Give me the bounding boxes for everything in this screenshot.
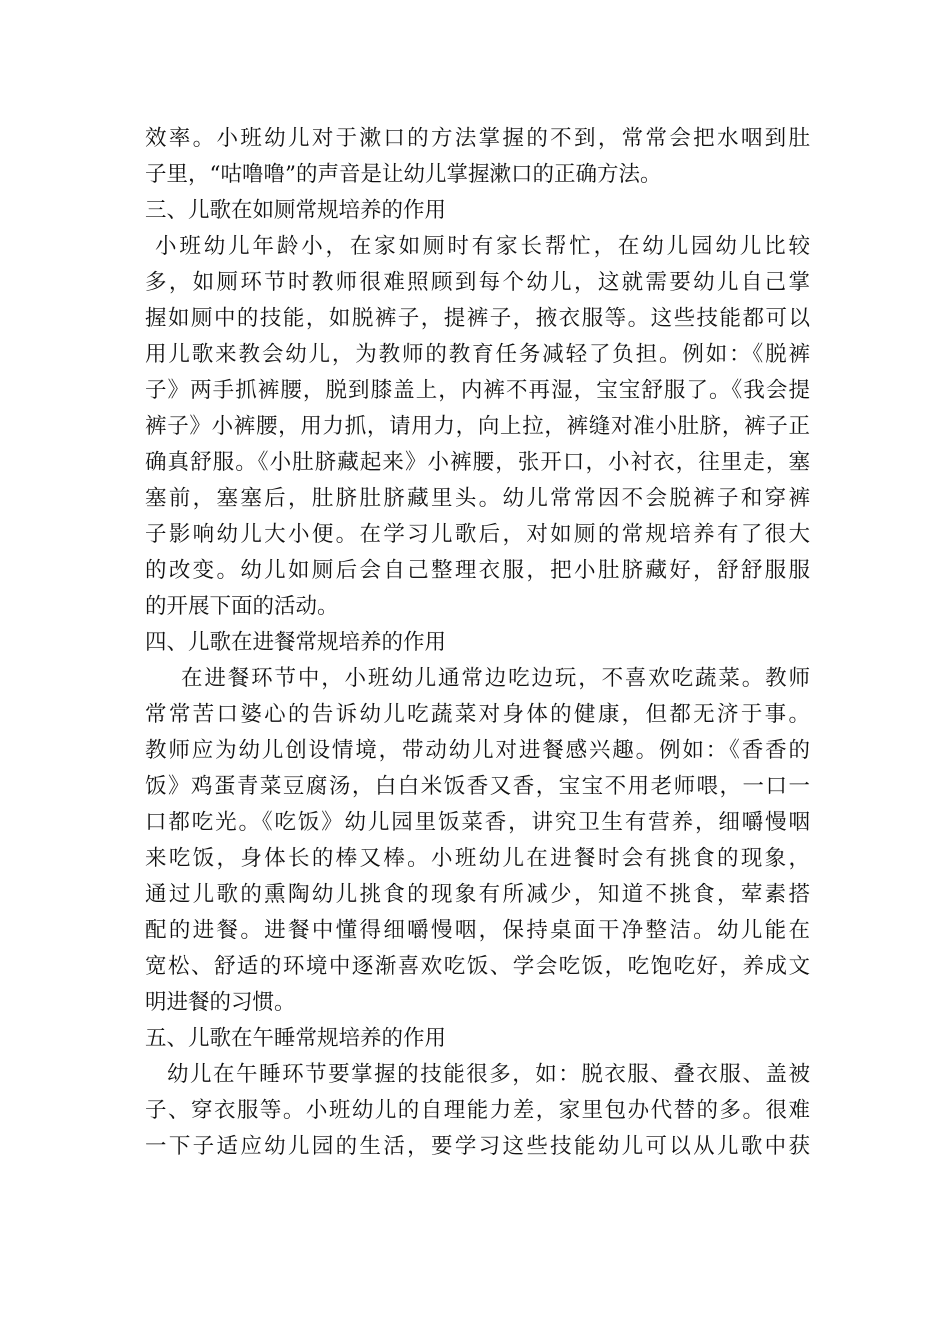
section-heading: 四、儿歌在进餐常规培养的作用 <box>145 630 447 655</box>
paragraph-line: 子里，“咕噜噜”的声音是让幼儿掌握漱口的正确方法。 <box>145 162 662 187</box>
paragraph-line: 握如厕中的技能，如脱裤子，提裤子，掖衣服等。这些技能都可以 <box>145 306 810 331</box>
paragraph-line: 常常苦口婆心的告诉幼儿吃蔬菜对身体的健康，但都无济于事。 <box>145 702 810 727</box>
paragraph-line: 子、穿衣服等。小班幼儿的自理能力差，家里包办代替的多。很难 <box>145 1098 810 1123</box>
paragraph-line: 明进餐的习惯。 <box>145 990 296 1015</box>
paragraph-line: 幼儿在午睡环节要掌握的技能很多，如：脱衣服、叠衣服、盖被 <box>167 1062 810 1087</box>
paragraph-line: 教师应为幼儿创设情境，带动幼儿对进餐感兴趣。例如：《香香的 <box>145 738 810 763</box>
paragraph-line: 多，如厕环节时教师很难照顾到每个幼儿，这就需要幼儿自己掌 <box>145 270 810 295</box>
paragraph-line: 一下子适应幼儿园的生活，要学习这些技能幼儿可以从儿歌中获 <box>145 1134 810 1159</box>
section-heading: 三、儿歌在如厕常规培养的作用 <box>145 198 447 223</box>
paragraph-line: 饭》鸡蛋青菜豆腐汤，白白米饭香又香，宝宝不用老师喂，一口一 <box>145 774 810 799</box>
paragraph-line: 通过儿歌的熏陶幼儿挑食的现象有所减少，知道不挑食，荤素搭 <box>145 882 810 907</box>
paragraph-line: 小班幼儿年龄小，在家如厕时有家长帮忙，在幼儿园幼儿比较 <box>155 234 810 259</box>
paragraph-line: 塞前，塞塞后，肚脐肚脐藏里头。幼儿常常因不会脱裤子和穿裤 <box>145 486 810 511</box>
paragraph-line: 来吃饭，身体长的棒又棒。小班幼儿在进餐时会有挑食的现象， <box>145 846 810 871</box>
paragraph-line: 的开展下面的活动。 <box>145 594 339 619</box>
paragraph-line: 裤子》小裤腰，用力抓，请用力，向上拉，裤缝对准小肚脐，裤子正 <box>145 414 810 439</box>
paragraph-line: 子影响幼儿大小便。在学习儿歌后，对如厕的常规培养有了很大 <box>145 522 810 547</box>
paragraph-line: 用儿歌来教会幼儿，为教师的教育任务减轻了负担。例如：《脱裤 <box>145 342 810 367</box>
paragraph-line: 在进餐环节中，小班幼儿通常边吃边玩，不喜欢吃蔬菜。教师 <box>181 666 810 691</box>
section-heading: 五、儿歌在午睡常规培养的作用 <box>145 1026 447 1051</box>
paragraph-line: 子》两手抓裤腰，脱到膝盖上，内裤不再湿，宝宝舒服了。《我会提 <box>145 378 810 403</box>
paragraph-line: 配的进餐。进餐中懂得细嚼慢咽，保持桌面干净整洁。幼儿能在 <box>145 918 810 943</box>
paragraph-line: 口都吃光。《吃饭》幼儿园里饭菜香，讲究卫生有营养，细嚼慢咽 <box>145 810 810 835</box>
paragraph-line: 确真舒服。《小肚脐藏起来》小裤腰，张开口，小衬衣，往里走，塞 <box>145 450 810 475</box>
paragraph-line: 宽松、舒适的环境中逐渐喜欢吃饭、学会吃饭，吃饱吃好，养成文 <box>145 954 810 979</box>
paragraph-line: 的改变。幼儿如厕后会自己整理衣服，把小肚脐藏好，舒舒服服 <box>145 558 810 583</box>
paragraph-line: 效率。小班幼儿对于漱口的方法掌握的不到，常常会把水咽到肚 <box>145 126 810 151</box>
